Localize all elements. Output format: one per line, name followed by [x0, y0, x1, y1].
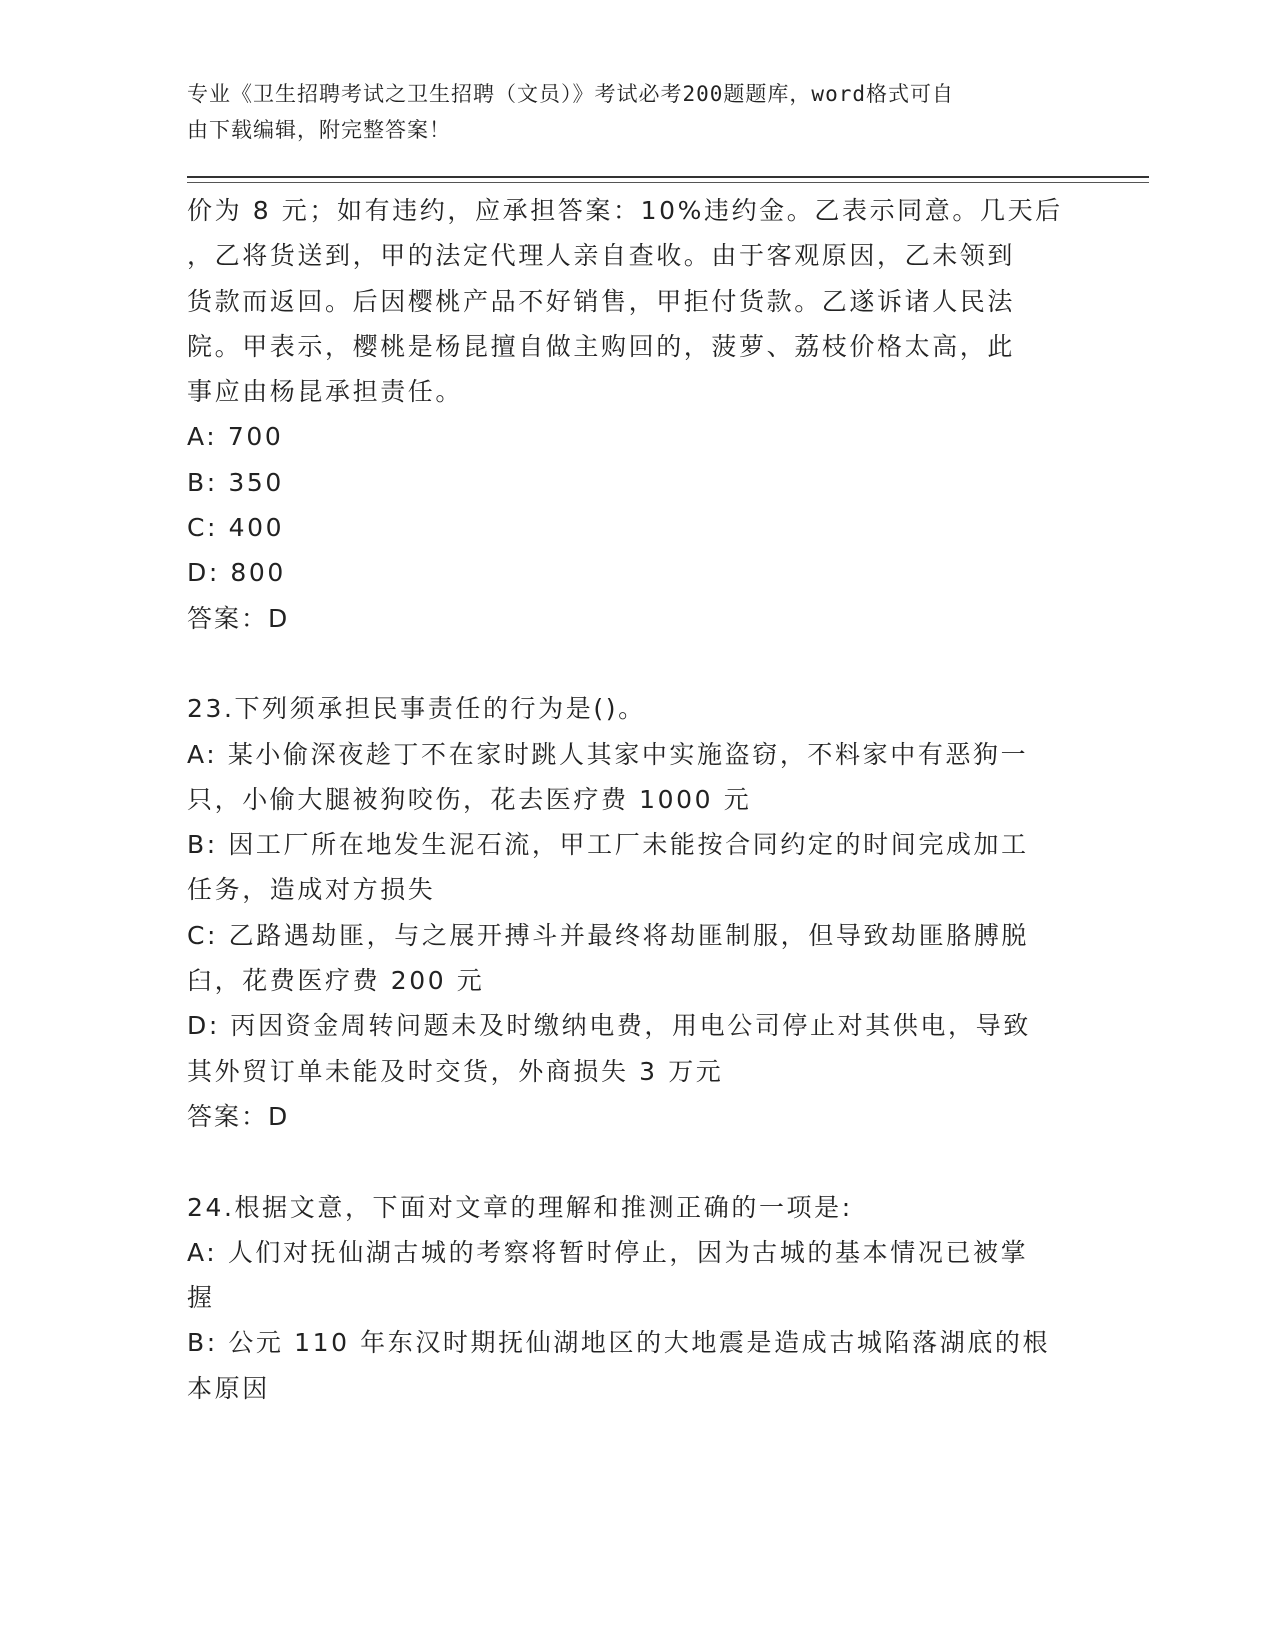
header-line-2: 由下载编辑，附完整答案！: [187, 118, 451, 142]
question-24: [187, 1185, 1077, 1411]
q22-stem-line: 院。甲表示，樱桃是杨昆擅自做主购回的，菠萝、荔枝价格太高，此: [187, 331, 1016, 361]
question-23: [187, 686, 1077, 1139]
q24-stem: 24.根据文意，下面对文章的理解和推测正确的一项是:: [187, 1192, 853, 1222]
q22-option-c: C: 400: [187, 513, 285, 543]
q23-option-line: 只，小偷大腿被狗咬伤，花去医疗费 1000 元: [187, 784, 752, 814]
document-body: [187, 188, 1077, 1411]
q24-option-line: 握: [187, 1283, 215, 1313]
q23-option-line: D: 丙因资金周转问题未及时缴纳电费，用电公司停止对其供电，导致: [187, 1011, 1031, 1041]
header-rule-thin: [187, 182, 1149, 183]
q23-option-line: B: 因工厂所在地发生泥石流，甲工厂未能按合同约定的时间完成加工: [187, 830, 1029, 860]
q22-stem-line: ，乙将货送到，甲的法定代理人亲自查收。由于客观原因，乙未领到: [187, 241, 1016, 271]
q23-option-line: 臼，花费医疗费 200 元: [187, 966, 485, 996]
q24-option-line: B: 公元 110 年东汉时期抚仙湖地区的大地震是造成古城陷落湖底的根: [187, 1328, 1051, 1358]
q23-option-line: A: 某小偷深夜趁丁不在家时跳人其家中实施盗窃，不料家中有恶狗一: [187, 739, 1029, 769]
q22-option-b: B: 350: [187, 467, 284, 497]
q23-answer: 答案：D: [187, 1101, 290, 1131]
q22-stem-line: 事应由杨昆承担责任。: [187, 377, 464, 407]
spacer: [187, 641, 1077, 686]
q22-stem-line: 货款而返回。后因樱桃产品不好销售，甲拒付货款。乙遂诉诸人民法: [187, 286, 1016, 316]
q22-answer: 答案：D: [187, 603, 290, 633]
q24-option-line: A: 人们对抚仙湖古城的考察将暂时停止，因为古城的基本情况已被掌: [187, 1237, 1029, 1267]
question-22: [187, 188, 1077, 641]
q23-option-line: 任务，造成对方损失: [187, 875, 436, 905]
q23-stem: 23.下列须承担民事责任的行为是()。: [187, 694, 646, 724]
q23-option-line: C: 乙路遇劫匪，与之展开搏斗并最终将劫匪制服，但导致劫匪胳膊脱: [187, 920, 1030, 950]
q24-option-line: 本原因: [187, 1373, 270, 1403]
header-line-1: 专业《卫生招聘考试之卫生招聘（文员）》考试必考200题题库，word格式可自: [187, 82, 954, 106]
q22-stem-line: 价为 8 元；如有违约，应承担答案：10%违约金。乙表示同意。几天后: [187, 196, 1063, 225]
document-header: [187, 76, 1067, 148]
q22-option-d: D: 800: [187, 558, 286, 588]
q23-option-line: 其外贸订单未能及时交货，外商损失 3 万元: [187, 1056, 724, 1086]
q22-option-a: A: 700: [187, 422, 284, 452]
spacer: [187, 1139, 1077, 1184]
header-rule-thick: [187, 176, 1149, 178]
